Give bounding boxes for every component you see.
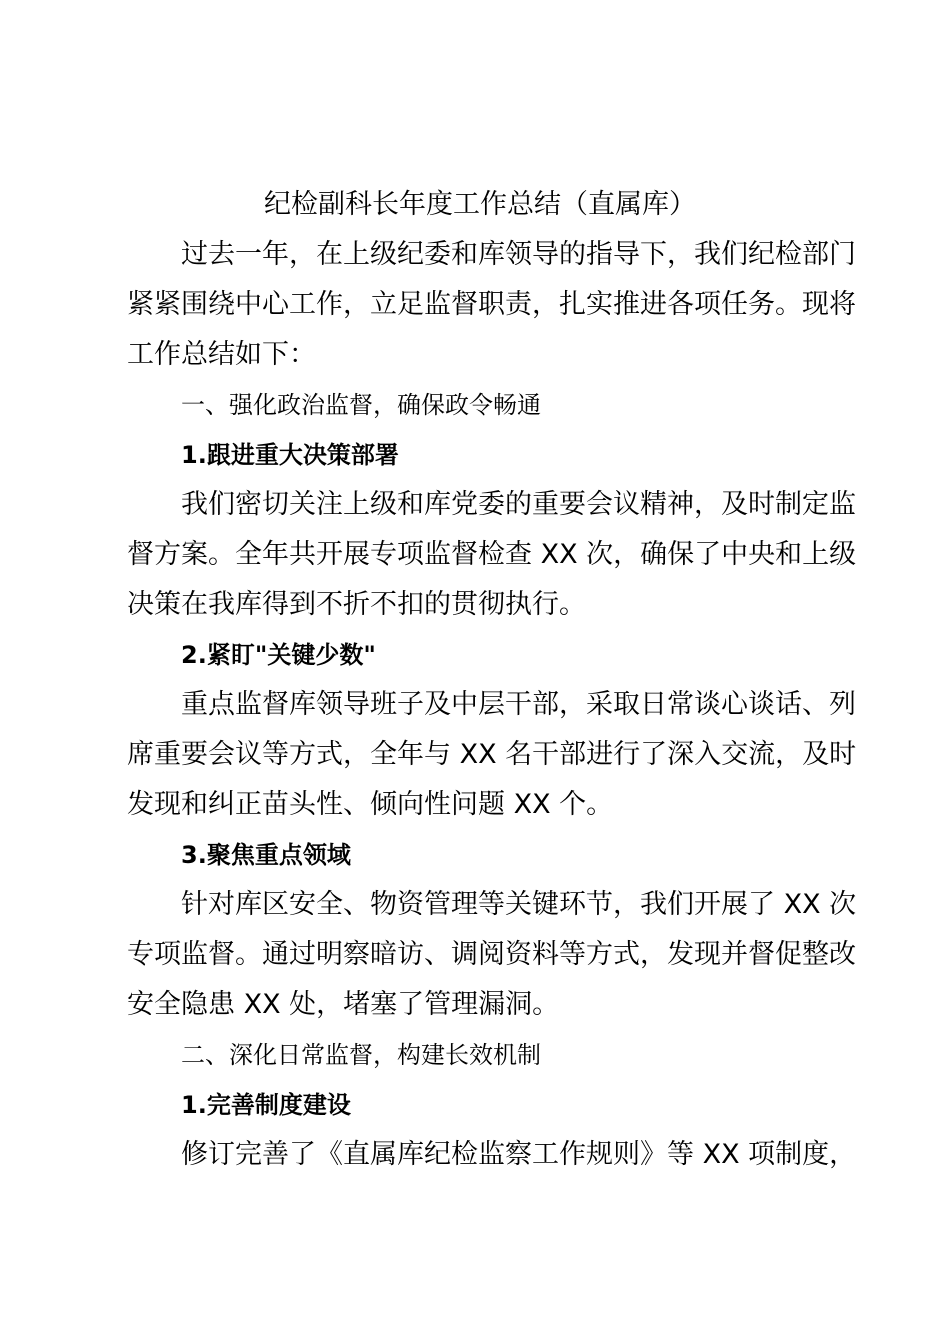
intro-line-1: 过去一年，在上级纪委和库领导的指导下，我们纪检部门 [181, 239, 856, 270]
paragraph-line: 席重要会议等方式，全年与 XX 名干部进行了深入交流，及时 [127, 739, 857, 770]
intro-paragraph [127, 230, 856, 380]
paragraph-line: 督方案。全年共开展专项监督检查 XX 次，确保了中央和上级 [127, 539, 857, 570]
paragraph-line: 决策在我库得到不折不扣的贯彻执行。 [127, 589, 586, 620]
section-1-sub-1-paragraph [127, 480, 857, 630]
section-2-sub-1-heading: 1.完善制度建设 [181, 1091, 351, 1119]
document-title: 纪检副科长年度工作总结（直属库） [264, 189, 696, 220]
paragraph-line: 发现和纠正苗头性、倾向性问题 XX 个。 [127, 789, 614, 820]
section-1-sub-2-paragraph [127, 680, 857, 830]
paragraph-line: 修订完善了《直属库纪检监察工作规则》等 XX 项制度， [181, 1139, 857, 1170]
section-1-heading: 一、强化政治监督，确保政令畅通 [181, 391, 541, 419]
paragraph-line: 重点监督库领导班子及中层干部，采取日常谈心谈话、列 [181, 689, 856, 720]
section-1-sub-2-heading: 2.紧盯"关键少数" [181, 641, 376, 669]
section-2-heading: 二、深化日常监督，构建长效机制 [181, 1041, 541, 1069]
section-1-sub-1-heading: 1.跟进重大决策部署 [181, 441, 399, 469]
section-2-sub-1-paragraph [127, 1130, 857, 1180]
section-1-sub-3-heading: 3.聚焦重点领域 [181, 841, 351, 869]
paragraph-line: 专项监督。通过明察暗访、调阅资料等方式，发现并督促整改 [127, 939, 856, 970]
document-body [127, 180, 857, 1180]
section-1-sub-3-paragraph [127, 880, 857, 1030]
paragraph-line: 安全隐患 XX 处，堵塞了管理漏洞。 [127, 989, 560, 1020]
intro-line-2: 紧紧围绕中心工作，立足监督职责，扎实推进各项任务。现将 [127, 289, 856, 320]
intro-line-3: 工作总结如下： [127, 339, 316, 370]
paragraph-line: 针对库区安全、物资管理等关键环节，我们开展了 XX 次 [181, 889, 857, 920]
paragraph-line: 我们密切关注上级和库党委的重要会议精神，及时制定监 [181, 489, 856, 520]
